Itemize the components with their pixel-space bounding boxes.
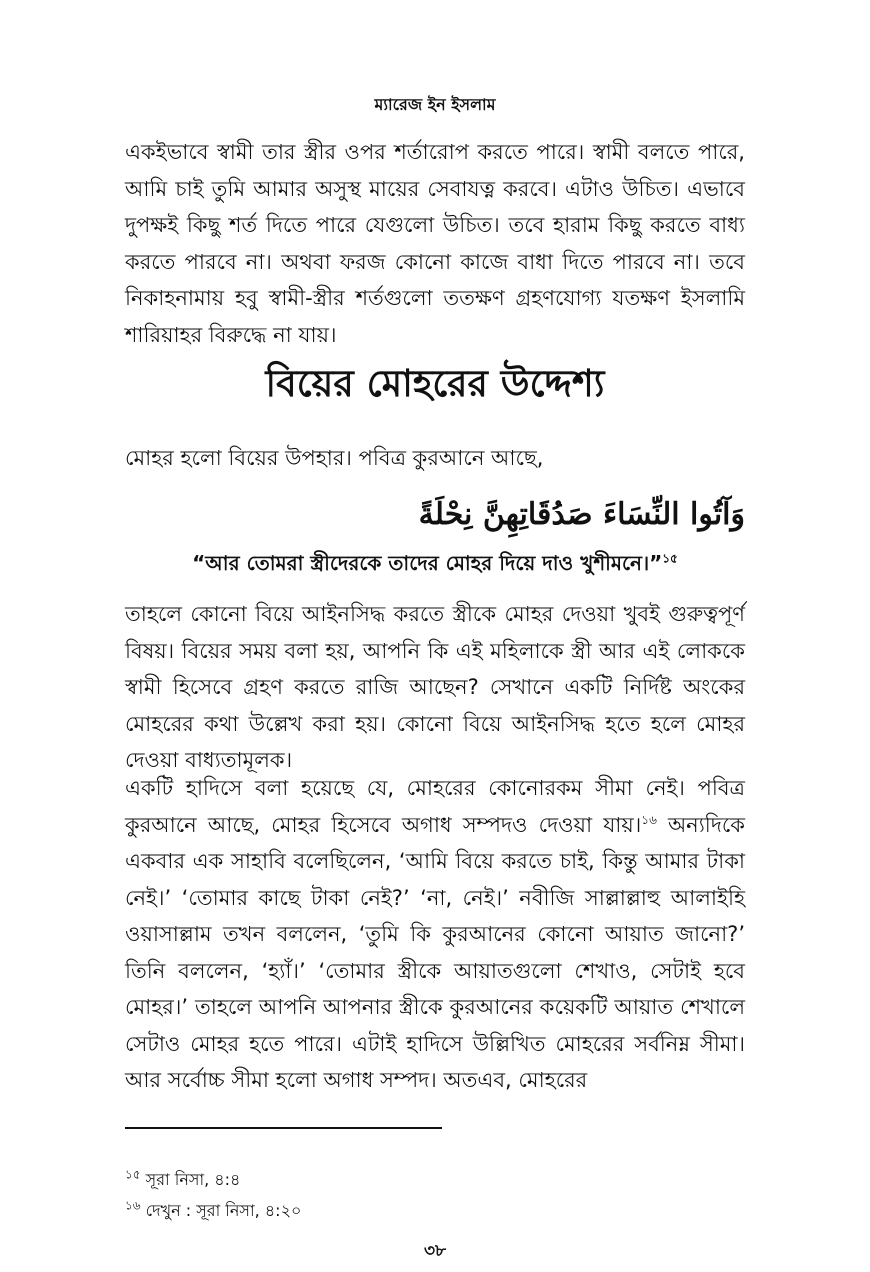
body-paragraph-4-part-a: একটি হাদিসে বলা হয়েছে যে, মোহরের কোনোরকম সীমা নেই। পবিত্র কুরআনে আছে, মোহর হিসেবে অগাধ সম্পদও দেওয়া যায়। <box>125 776 745 837</box>
verse-translation <box>125 548 745 578</box>
body-paragraph-1: একইভাবে স্বামী তার স্ত্রীর ওপর শর্তারোপ করতে পারে। স্বামী বলতে পারে, আমি চাই তুমি আমার অসুস্থ মায়ের সেবাযত্ন করবে। এটাও উচিত। এভাবে দুপক্ষই কিছু শর্ত দিতে পারে যেগুলো উচিত। তবে হারাম কিছু করতে বাধ্য করতে পারবে না। অথবা ফরজ কোনো কাজে বাধা দিতে পারবে না। তবে নিকাহনামায় হবু স্বামী-স্ত্রীর শর্তগুলো ততক্ষণ গ্রহণযোগ্য যতক্ষণ ইসলামি শারিয়াহর বিরুদ্ধে না যায়। <box>125 140 745 347</box>
footnote-16 <box>125 1199 301 1223</box>
body-paragraph-3: তাহলে কোনো বিয়ে আইনসিদ্ধ করতে স্ত্রীকে মোহর দেওয়া খুবই গুরুত্বপূর্ণ বিষয়। বিয়ের সময় বলা হয়, আপনি কি এই মহিলাকে স্ত্রী আর এই লোককে স্বামী হিসেবে গ্রহণ করতে রাজি আছেন? সেখানে একটি নির্দিষ্ট অংকের মোহরের কথা উল্লেখ করা হয়। কোনো বিয়ে আইনসিদ্ধ হতে হলে মোহর দেওয়া বাধ্যতামূলক। <box>125 602 745 772</box>
footnote-16-mark: ১৬ <box>125 1198 141 1213</box>
footnote-15-mark: ১৫ <box>125 1167 141 1182</box>
page-number: ৩৮ <box>423 1241 447 1261</box>
body-paragraph-4-part-b: অন্যদিকে একবার এক সাহাবি বলেছিলেন, ‘আমি বিয়ে করতে চাই, কিন্তু আমার টাকা নেই।’ ‘তোমার কাছে টাকা নেই?’ ‘না, নেই।’ নবীজি সাল্লাল্লাহু আলাইহি ওয়াসাল্লাম তখন বললেন, ‘তুমি কি কুরআনের কোনো আয়াত জানো?’ তিনি বললেন, ‘হ্যাঁ।’ ‘তোমার স্ত্রীকে আয়াতগুলো শেখাও, সেটাই হবে মোহর।’ তাহলে আপনি আপনার স্ত্রীকে কুরআনের কয়েকটি আয়াত শেখালে সেটাও মোহর হতে পারে। এটাই হাদিসে উল্লিখিত মোহরের সর্বনিম্ন সীমা। আর সর্বোচ্চ সীমা হলো অগাধ সম্পদ। অতএব, মোহরের <box>125 812 745 1092</box>
footnote-15-text: সূরা নিসা, ৪:৪ <box>140 1170 241 1189</box>
footnote-15 <box>125 1168 240 1192</box>
body-paragraph-2: মোহর হলো বিয়ের উপহার। পবিত্র কুরআনে আছে, <box>125 446 544 470</box>
verse-translation-text: “আর তোমরা স্ত্রীদেরকে তাদের মোহর দিয়ে দাও খুশীমনে।” <box>192 551 663 575</box>
section-heading: বিয়ের মোহরের উদ্দেশ্য <box>265 362 605 405</box>
footnote-reference-15[interactable]: ১৫ <box>662 551 678 566</box>
footnote-reference-16[interactable]: ১৬ <box>641 812 657 827</box>
running-head: ম্যারেজ ইন ইসলাম <box>374 95 496 114</box>
footnote-separator <box>125 1127 442 1129</box>
footnote-16-text: দেখুন : সূরা নিসা, ৪:২০ <box>140 1201 302 1220</box>
arabic-verse: وَآتُوا النِّسَاءَ صَدُقَاتِهِنَّ نِحْلَةً <box>418 497 745 532</box>
body-paragraph-4 <box>125 770 745 1099</box>
